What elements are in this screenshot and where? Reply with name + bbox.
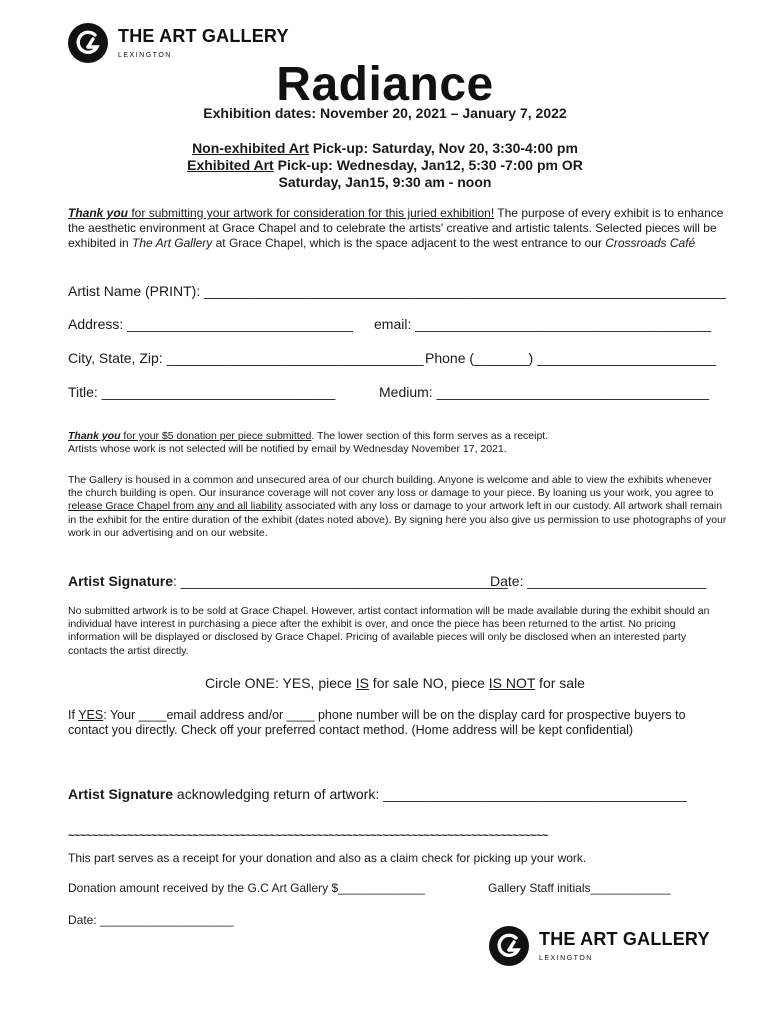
signature-line-2[interactable] <box>68 786 687 802</box>
city-field[interactable]: City, State, Zip: _________________________________ <box>68 350 424 366</box>
page-title: Radiance <box>276 58 494 111</box>
exhibited-text: Pick-up: Wednesday, Jan12, 5:30 -7:00 pm OR <box>273 157 583 173</box>
logo-name: THE ART GALLERY <box>118 26 289 46</box>
gallery-logo-icon <box>68 23 108 63</box>
signature-label-2: Artist Signature <box>68 786 174 802</box>
non-exhibited-label: Non-exhibited Art <box>192 140 309 156</box>
email-field[interactable]: email: ______________________________________ <box>374 316 712 332</box>
circle-mid: for sale NO, piece <box>368 675 489 691</box>
logo-location: LEXINGTON <box>539 955 593 962</box>
donation-thank-you: Thank you <box>68 430 121 442</box>
circle-one <box>0 675 770 691</box>
housing-text1: The Gallery is housed in a common and unsecured area of our church building. Anyone is welcome and able to view the exhibits whenever the church building is open. Our insurance coverage will not cover any loss or damage to your piece. By loaning us your work, you agree to <box>68 474 714 500</box>
circle-prefix: Circle ONE: YES, piece <box>205 675 356 691</box>
donation-underlined: for your $5 donation per piece submitted <box>120 430 312 442</box>
intro-rest1: The purpose of every exhibit is to enhance the aesthetic environment at Grace Chapel and to celebrate the artists' creative and artistic talents. Selected pieces will be exhibited in <box>68 206 724 250</box>
logo-name: THE ART GALLERY <box>539 929 710 949</box>
exhibited-pickup <box>0 157 770 173</box>
sale-paragraph: No submitted artwork is to be sold at Grace Chapel. However, artist contact information will be made available during the exhibit should an individual have interest in purchasing a piece after the exhibit is over, and once the piece has been returned to the artist. No pricing information will be displayed or disclosed by Grace Chapel. Pricing of available pieces will only be disclosed when an interested party contacts the artist directly. <box>68 605 710 657</box>
donation-rest: . The lower section of this form serves as a receipt. <box>311 430 549 442</box>
receipt-line: This part serves as a receipt for your donation and also as a claim check for picking up your work. <box>68 851 587 865</box>
exhibition-dates: Exhibition dates: November 20, 2021 – January 7, 2022 <box>203 105 567 121</box>
title-field[interactable]: Title: ______________________________ <box>68 384 336 400</box>
contact-rest: : Your ____email address and/or ____ phone number will be on the display card for prospective buyers to contact you directly. Check off your preferred contact method. (Home address will be kept confidential) <box>68 708 686 737</box>
gallery-logo-bottom <box>489 926 710 966</box>
intro-rest2: at Grace Chapel, which is the space adjacent to the west entrance to our <box>212 236 606 250</box>
non-exhibited-pickup <box>0 140 770 156</box>
donation-amount-field[interactable]: Donation amount received by the G.C Art Gallery $_____________ <box>68 881 425 895</box>
signature-line-2-rest: acknowledging return of artwork: _______________________________________ <box>173 786 687 802</box>
signature-date-1[interactable]: Date: _______________________ <box>490 573 707 589</box>
receipt-date-field[interactable]: Date: ____________________ <box>68 913 234 927</box>
staff-initials-field[interactable]: Gallery Staff initials____________ <box>488 881 671 895</box>
intro-gallery: The Art Gallery <box>132 236 213 250</box>
phone-field[interactable]: Phone (_______) _______________________ <box>425 350 717 366</box>
donation-line2: Artists whose work is not selected will be notified by email by Wednesday November 17, 2021. <box>68 443 507 456</box>
contact-yes: YES <box>78 708 104 722</box>
circle-is[interactable]: IS <box>355 675 369 691</box>
address-field[interactable]: Address: _____________________________ <box>68 316 353 332</box>
medium-field[interactable]: Medium: ___________________________________ <box>379 384 710 400</box>
exhibited-label: Exhibited Art <box>187 157 274 173</box>
divider: ~~~~~~~~~~~~~~~~~~~~~~~~~~~~~~~~~~~~~~~~~~~~~~~~~~~~~~~~~~~~~~~~~~~~~~~~~~~~~~~~~ <box>68 830 548 842</box>
housing-text2: associated with any loss or damage to your artwork left in our custody. All artwork shall remain in the exhibit for the entire duration of the exhibit (dates noted above). By signing here you also give us permission to use photographs of your work in our advertising and on our website. <box>68 500 727 539</box>
contact-paragraph <box>68 708 728 738</box>
signature-line-1[interactable] <box>68 573 508 589</box>
signature-line-1-blank: : __________________________________________ <box>173 573 508 589</box>
non-exhibited-text: Pick-up: Saturday, Nov 20, 3:30-4:00 pm <box>308 140 578 156</box>
housing-underlined: release Grace Chapel from any and all liability <box>68 500 283 513</box>
circle-suffix: for sale <box>535 675 585 691</box>
intro-cafe: Crossroads Café <box>605 236 696 250</box>
contact-if: If <box>68 708 79 722</box>
exhibited-pickup-2: Saturday, Jan15, 9:30 am - noon <box>278 174 492 190</box>
intro-thank-you: Thank you <box>68 206 129 220</box>
intro-underlined: for submitting your artwork for consideration for this juried exhibition! <box>128 206 495 220</box>
signature-label-1: Artist Signature <box>68 573 174 589</box>
artist-name-field[interactable]: Artist Name (PRINT): ___________________________________________________________________ <box>68 283 726 299</box>
housing-paragraph <box>68 474 728 540</box>
donation-note <box>68 430 728 456</box>
gallery-logo-icon <box>489 926 529 966</box>
circle-is-not[interactable]: IS NOT <box>488 675 536 691</box>
intro-paragraph <box>68 206 728 251</box>
gallery-logo-top <box>68 23 289 63</box>
logo-location: LEXINGTON <box>118 52 172 59</box>
